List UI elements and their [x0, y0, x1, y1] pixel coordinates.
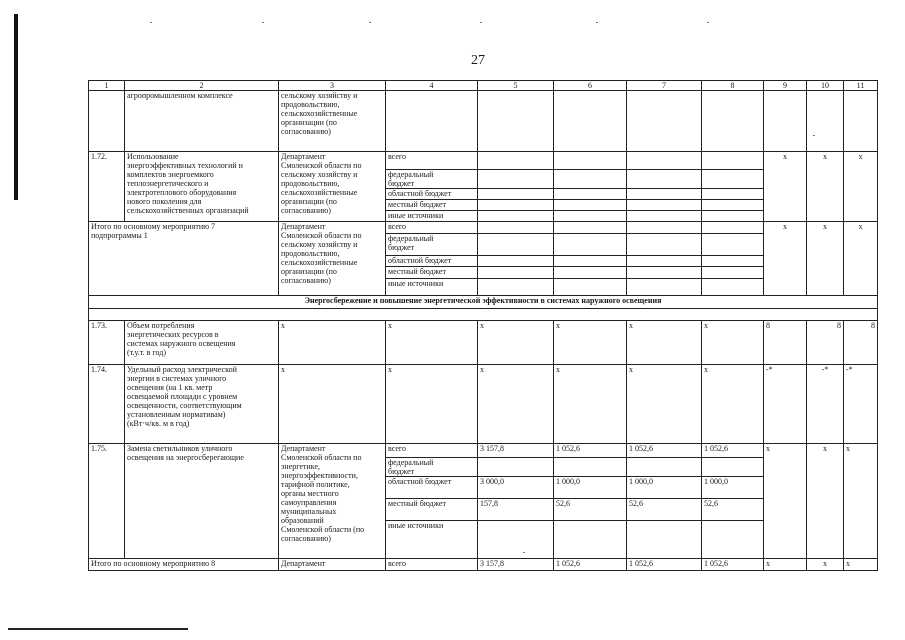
- cell-value: 3 157,8: [478, 559, 554, 571]
- cell-source: всего: [386, 559, 478, 571]
- cell-value: 52,6: [627, 499, 702, 521]
- col-header: 1: [89, 81, 125, 91]
- cell-executor: сельскому хозяйству и продовольствию, сельскохозяйственные организации (по согласованию): [279, 91, 386, 152]
- col-header: 2: [125, 81, 279, 91]
- cell-empty: [386, 91, 478, 152]
- table-row: [89, 321, 878, 365]
- cell-number: 1.72.: [89, 152, 125, 222]
- cell-value: [478, 211, 554, 222]
- cell-value: [627, 222, 702, 234]
- cell-source: областной бюджет: [386, 477, 478, 499]
- cell-empty: [89, 91, 125, 152]
- cell-value: [554, 521, 627, 559]
- cell-executor: Департамент Смоленской области по сельскому хозяйству и продовольствию, сельскохозяйственные организации (по согласованию): [279, 222, 386, 296]
- cell-indicator: х: [764, 152, 807, 222]
- cell-indicator: 8: [764, 321, 807, 365]
- cell-value: [478, 222, 554, 234]
- cell-value: [702, 170, 764, 189]
- table-row: [89, 559, 878, 571]
- cell-empty: [89, 309, 878, 321]
- cell-number: 1.75.: [89, 444, 125, 559]
- cell-executor: Департамент Смоленской области по сельскому хозяйству и продовольствию, сельскохозяйственные организации (по согласованию): [279, 152, 386, 222]
- cell-value: х: [627, 321, 702, 365]
- cell-value: х: [478, 365, 554, 444]
- col-header: 8: [702, 81, 764, 91]
- cell-empty: [807, 91, 844, 152]
- cell-value: [627, 234, 702, 256]
- col-header: 9: [764, 81, 807, 91]
- cell-value: [702, 189, 764, 200]
- cell-empty: [764, 91, 807, 152]
- cell-empty: [844, 91, 878, 152]
- cell-value: [702, 211, 764, 222]
- cell-value: [478, 189, 554, 200]
- cell-value: 1 000,0: [702, 477, 764, 499]
- cell-indicator: -*: [807, 365, 844, 444]
- cell-value: [478, 170, 554, 189]
- col-header: 6: [554, 81, 627, 91]
- section-title: Энергосбережение и повышение энергетической эффективности в системах наружного освещения: [89, 296, 878, 309]
- cell-source: всего: [386, 222, 478, 234]
- cell-value: [627, 200, 702, 211]
- col-header: 11: [844, 81, 878, 91]
- cell-value: х: [627, 365, 702, 444]
- cell-value: [627, 152, 702, 170]
- cell-total-label: Итого по основному мероприятию 8: [89, 559, 279, 571]
- spacer-row: [89, 309, 878, 321]
- cell-value: [478, 256, 554, 267]
- cell-value: [702, 222, 764, 234]
- budget-table: [88, 80, 878, 571]
- cell-value: 1 052,6: [627, 559, 702, 571]
- cell-indicator: х: [844, 444, 878, 559]
- col-header: 4: [386, 81, 478, 91]
- cell-value: 1 000,0: [554, 477, 627, 499]
- cell-value: [478, 279, 554, 296]
- cell-source: федеральный бюджет: [386, 234, 478, 256]
- table-row: [89, 444, 878, 458]
- cell-value: [627, 256, 702, 267]
- cell-total-label: Итого по основному мероприятию 7 подпрограммы 1: [89, 222, 279, 296]
- cell-value: 3 157,8: [478, 444, 554, 458]
- cell-value: [627, 521, 702, 559]
- col-header: 5: [478, 81, 554, 91]
- cell-value: [478, 152, 554, 170]
- cell-source: иные источники: [386, 521, 478, 559]
- cell-value: [554, 211, 627, 222]
- cell-value: 1 052,6: [627, 444, 702, 458]
- cell-value: [627, 211, 702, 222]
- cell-value: [702, 256, 764, 267]
- cell-value: [554, 222, 627, 234]
- cell-value: х: [702, 321, 764, 365]
- cell-indicator: х: [764, 444, 807, 559]
- col-header: 3: [279, 81, 386, 91]
- cell-indicator: х: [807, 444, 844, 559]
- cell-indicator: х: [764, 222, 807, 296]
- cell-value: [554, 279, 627, 296]
- cell-measure: Удельный расход электрической энергии в системах уличного освещения (на 1 кв. метр освещаемой площади с уровнем освещенности, соответствующим установленным нормативам) (кВт·ч/кв. м в год): [125, 365, 279, 444]
- cell-source: всего: [386, 152, 478, 170]
- cell-value: [554, 267, 627, 279]
- cell-value: [627, 279, 702, 296]
- cell-value: 1 000,0: [627, 477, 702, 499]
- cell-source: федеральный бюджет: [386, 170, 478, 189]
- cell-value: 52,6: [702, 499, 764, 521]
- cell-number: 1.74.: [89, 365, 125, 444]
- cell-indicator: х: [807, 222, 844, 296]
- cell-value: [478, 521, 554, 559]
- cell-indicator: 8: [807, 321, 844, 365]
- table-row: [89, 365, 878, 444]
- cell-executor: Департамент Смоленской области по энергетике, энергоэффективности, тарифной политике, органы местного самоуправления муниципальных образований Смоленской области (по согласованию): [279, 444, 386, 559]
- col-header: 7: [627, 81, 702, 91]
- cell-value: 3 000,0: [478, 477, 554, 499]
- cell-indicator: -*: [764, 365, 807, 444]
- cell-indicator: 8: [844, 321, 878, 365]
- cell-measure: Замена светильников уличного освещения на энергосберегающие: [125, 444, 279, 559]
- section-row: [89, 296, 878, 309]
- cell-value: х: [702, 365, 764, 444]
- table-row: [89, 222, 878, 234]
- cell-value: [627, 170, 702, 189]
- cell-value: х: [554, 321, 627, 365]
- cell-executor: Департамент: [279, 559, 386, 571]
- cell-source: местный бюджет: [386, 267, 478, 279]
- cell-value: 1 052,6: [554, 559, 627, 571]
- cell-value: [478, 234, 554, 256]
- cell-number: 1.73.: [89, 321, 125, 365]
- cell-source: областной бюджет: [386, 256, 478, 267]
- cell-value: [554, 200, 627, 211]
- cell-indicator: х: [844, 559, 878, 571]
- page-number: 27: [471, 53, 485, 68]
- cell-value: [554, 458, 627, 477]
- cell-value: х: [386, 365, 478, 444]
- cell-value: 52,6: [554, 499, 627, 521]
- cell-value: 1 052,6: [702, 559, 764, 571]
- cell-value: [554, 256, 627, 267]
- cell-value: х: [386, 321, 478, 365]
- cell-value: 1 052,6: [702, 444, 764, 458]
- cell-source: иные источники: [386, 279, 478, 296]
- cell-value: [702, 234, 764, 256]
- cell-value: [554, 152, 627, 170]
- cell-value: [702, 458, 764, 477]
- cell-value: [702, 267, 764, 279]
- table-row: [89, 152, 878, 170]
- cell-source: федеральный бюджет: [386, 458, 478, 477]
- cell-source: местный бюджет: [386, 200, 478, 211]
- cell-empty: [554, 91, 627, 152]
- cell-value: [702, 279, 764, 296]
- cell-source: местный бюджет: [386, 499, 478, 521]
- cell-value: [554, 189, 627, 200]
- cell-value: х: [279, 365, 386, 444]
- cell-value: [554, 170, 627, 189]
- cell-value: 1 052,6: [554, 444, 627, 458]
- cell-measure: агропромышленном комплексе: [125, 91, 279, 152]
- cell-empty: [627, 91, 702, 152]
- cell-value: х: [554, 365, 627, 444]
- cell-value: [478, 458, 554, 477]
- cell-indicator: х: [807, 559, 844, 571]
- cell-indicator: х: [844, 152, 878, 222]
- cell-indicator: х: [764, 559, 807, 571]
- cell-source: всего: [386, 444, 478, 458]
- cell-value: х: [478, 321, 554, 365]
- table-header-row: [89, 81, 878, 91]
- cell-indicator: -*: [844, 365, 878, 444]
- scan-edge-mark: [14, 14, 18, 200]
- cell-source: иные источники: [386, 211, 478, 222]
- cell-value: [702, 521, 764, 559]
- cell-value: [554, 234, 627, 256]
- cell-empty: [702, 91, 764, 152]
- cell-indicator: х: [807, 152, 844, 222]
- cell-value: [702, 200, 764, 211]
- cell-value: [627, 189, 702, 200]
- cell-source: областной бюджет: [386, 189, 478, 200]
- cell-value: [627, 458, 702, 477]
- cell-empty: [478, 91, 554, 152]
- cell-value: [702, 152, 764, 170]
- cell-value: [478, 200, 554, 211]
- cell-indicator: х: [844, 222, 878, 296]
- cell-value: 157,8: [478, 499, 554, 521]
- scan-bottom-mark: [8, 628, 188, 630]
- cell-value: [478, 267, 554, 279]
- cell-value: [627, 267, 702, 279]
- table-row: [89, 91, 878, 152]
- cell-measure: Использование энергоэффективных технологий и комплектов энергоемкого теплоэнергетического и электротеплового оборудования нового поколения для сельскохозяйственных организаций: [125, 152, 279, 222]
- col-header: 10: [807, 81, 844, 91]
- cell-value: х: [279, 321, 386, 365]
- cell-measure: Объем потребления энергетических ресурсов в системах наружного освещения (т.у.т. в год): [125, 321, 279, 365]
